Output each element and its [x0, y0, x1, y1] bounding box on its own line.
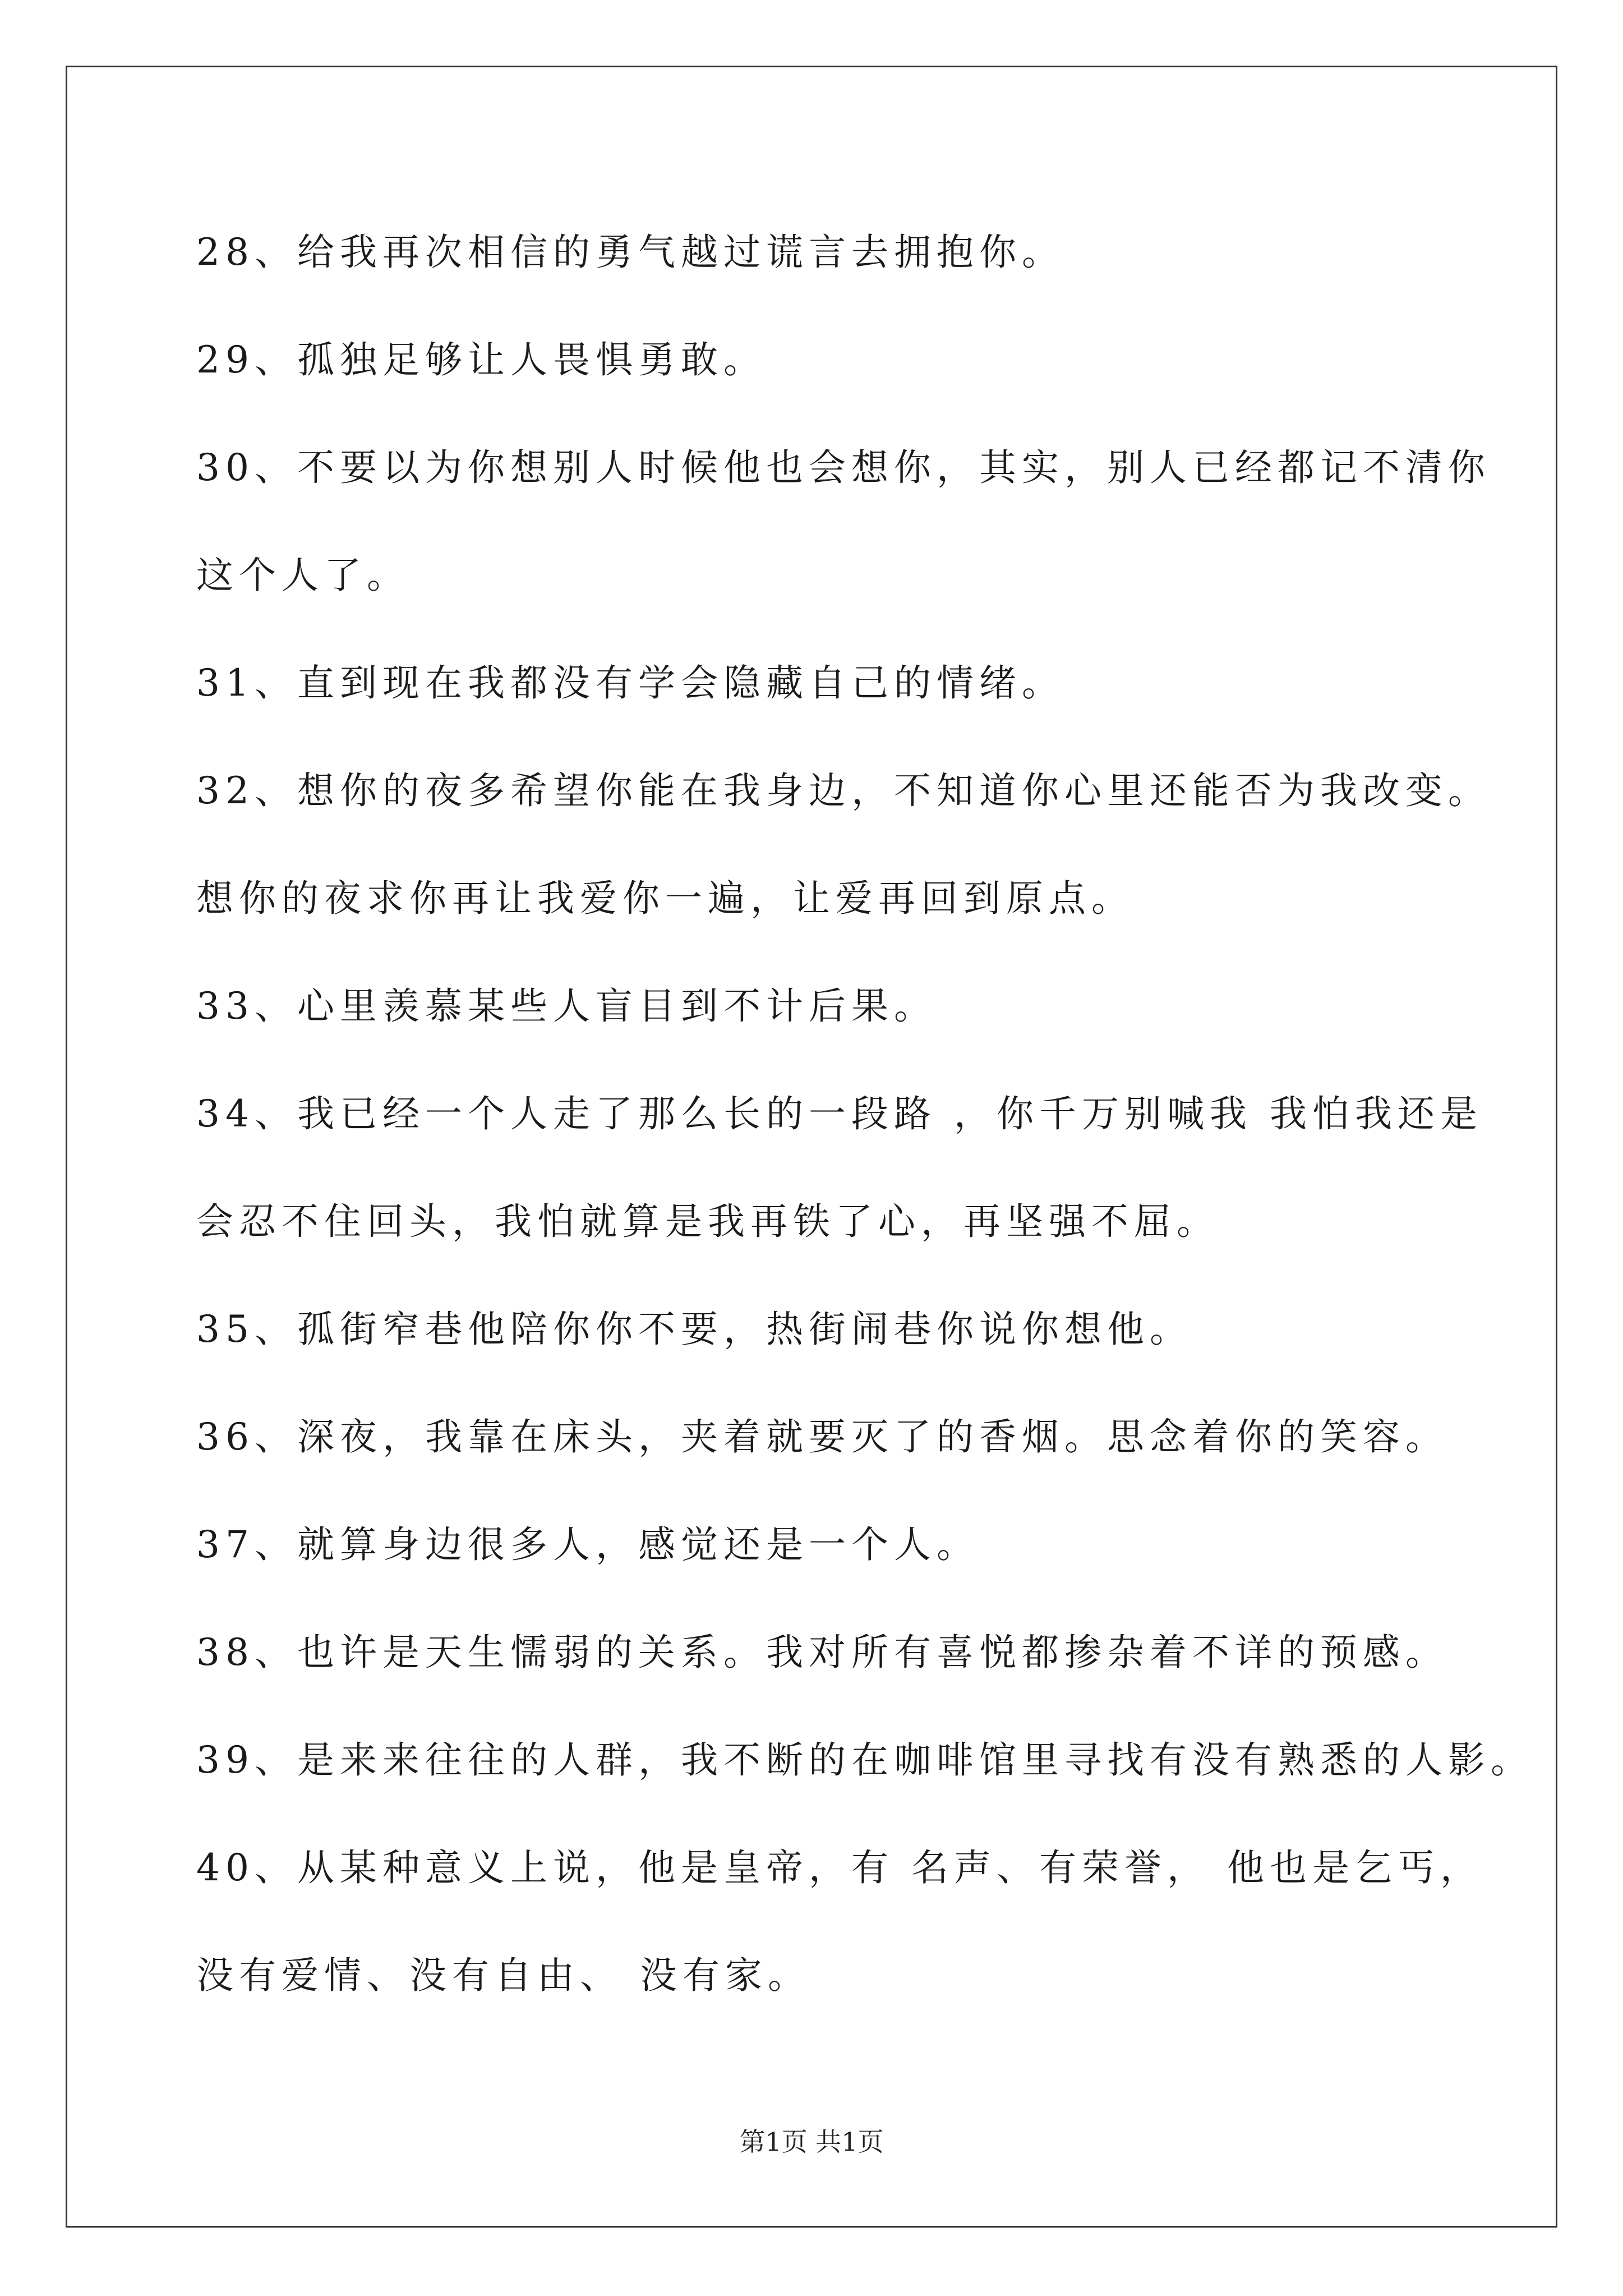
text-line: 39、是来来往往的人群，我不断的在咖啡馆里寻找有没有熟悉的人影。 [196, 1738, 1533, 1782]
text-line: 29、孤独足够让人畏惧勇敢。 [196, 338, 766, 381]
text-line: 38、也许是天生懦弱的关系。我对所有喜悦都掺杂着不详的预感。 [196, 1631, 1448, 1674]
text-line: 33、心里羡慕某些人盲目到不计后果。 [196, 984, 937, 1028]
text-line: 会忍不住回头，我怕就算是我再铁了心，再坚强不屈。 [196, 1200, 1219, 1243]
text-line: 想你的夜求你再让我爱你一遍，让爱再回到原点。 [196, 877, 1134, 920]
text-line: 32、想你的夜多希望你能在我身边，不知道你心里还能否为我改变。 [196, 769, 1491, 812]
text-line: 31、直到现在我都没有学会隐藏自己的情绪。 [196, 661, 1064, 705]
text-line: 没有爱情、没有自由、 没有家。 [196, 1954, 810, 1997]
text-line: 34、我已经一个人走了那么长的一段路 ，你千万别喊我 我怕我还是 [196, 1092, 1483, 1135]
page-indicator: 第1页 共1页 [739, 2127, 884, 2157]
page-footer [0, 2125, 1623, 2159]
text-line: 40、从某种意义上说，他是皇帝，有 名声、有荣誉， 他也是乞丐， [196, 1846, 1483, 1889]
text-line: 这个人了。 [196, 554, 409, 597]
text-line: 35、孤街窄巷他陪你你不要，热街闹巷你说你想他。 [196, 1308, 1192, 1351]
text-line: 36、深夜，我靠在床头，夹着就要灭了的香烟。思念着你的笑容。 [196, 1415, 1448, 1458]
text-line: 37、就算身边很多人，感觉还是一个人。 [196, 1523, 979, 1566]
text-line: 30、不要以为你想别人时候他也会想你，其实，别人已经都记不清你 [196, 446, 1491, 489]
text-line: 28、给我再次相信的勇气越过谎言去拥抱你。 [196, 231, 1064, 274]
document-body [196, 227, 1533, 2058]
